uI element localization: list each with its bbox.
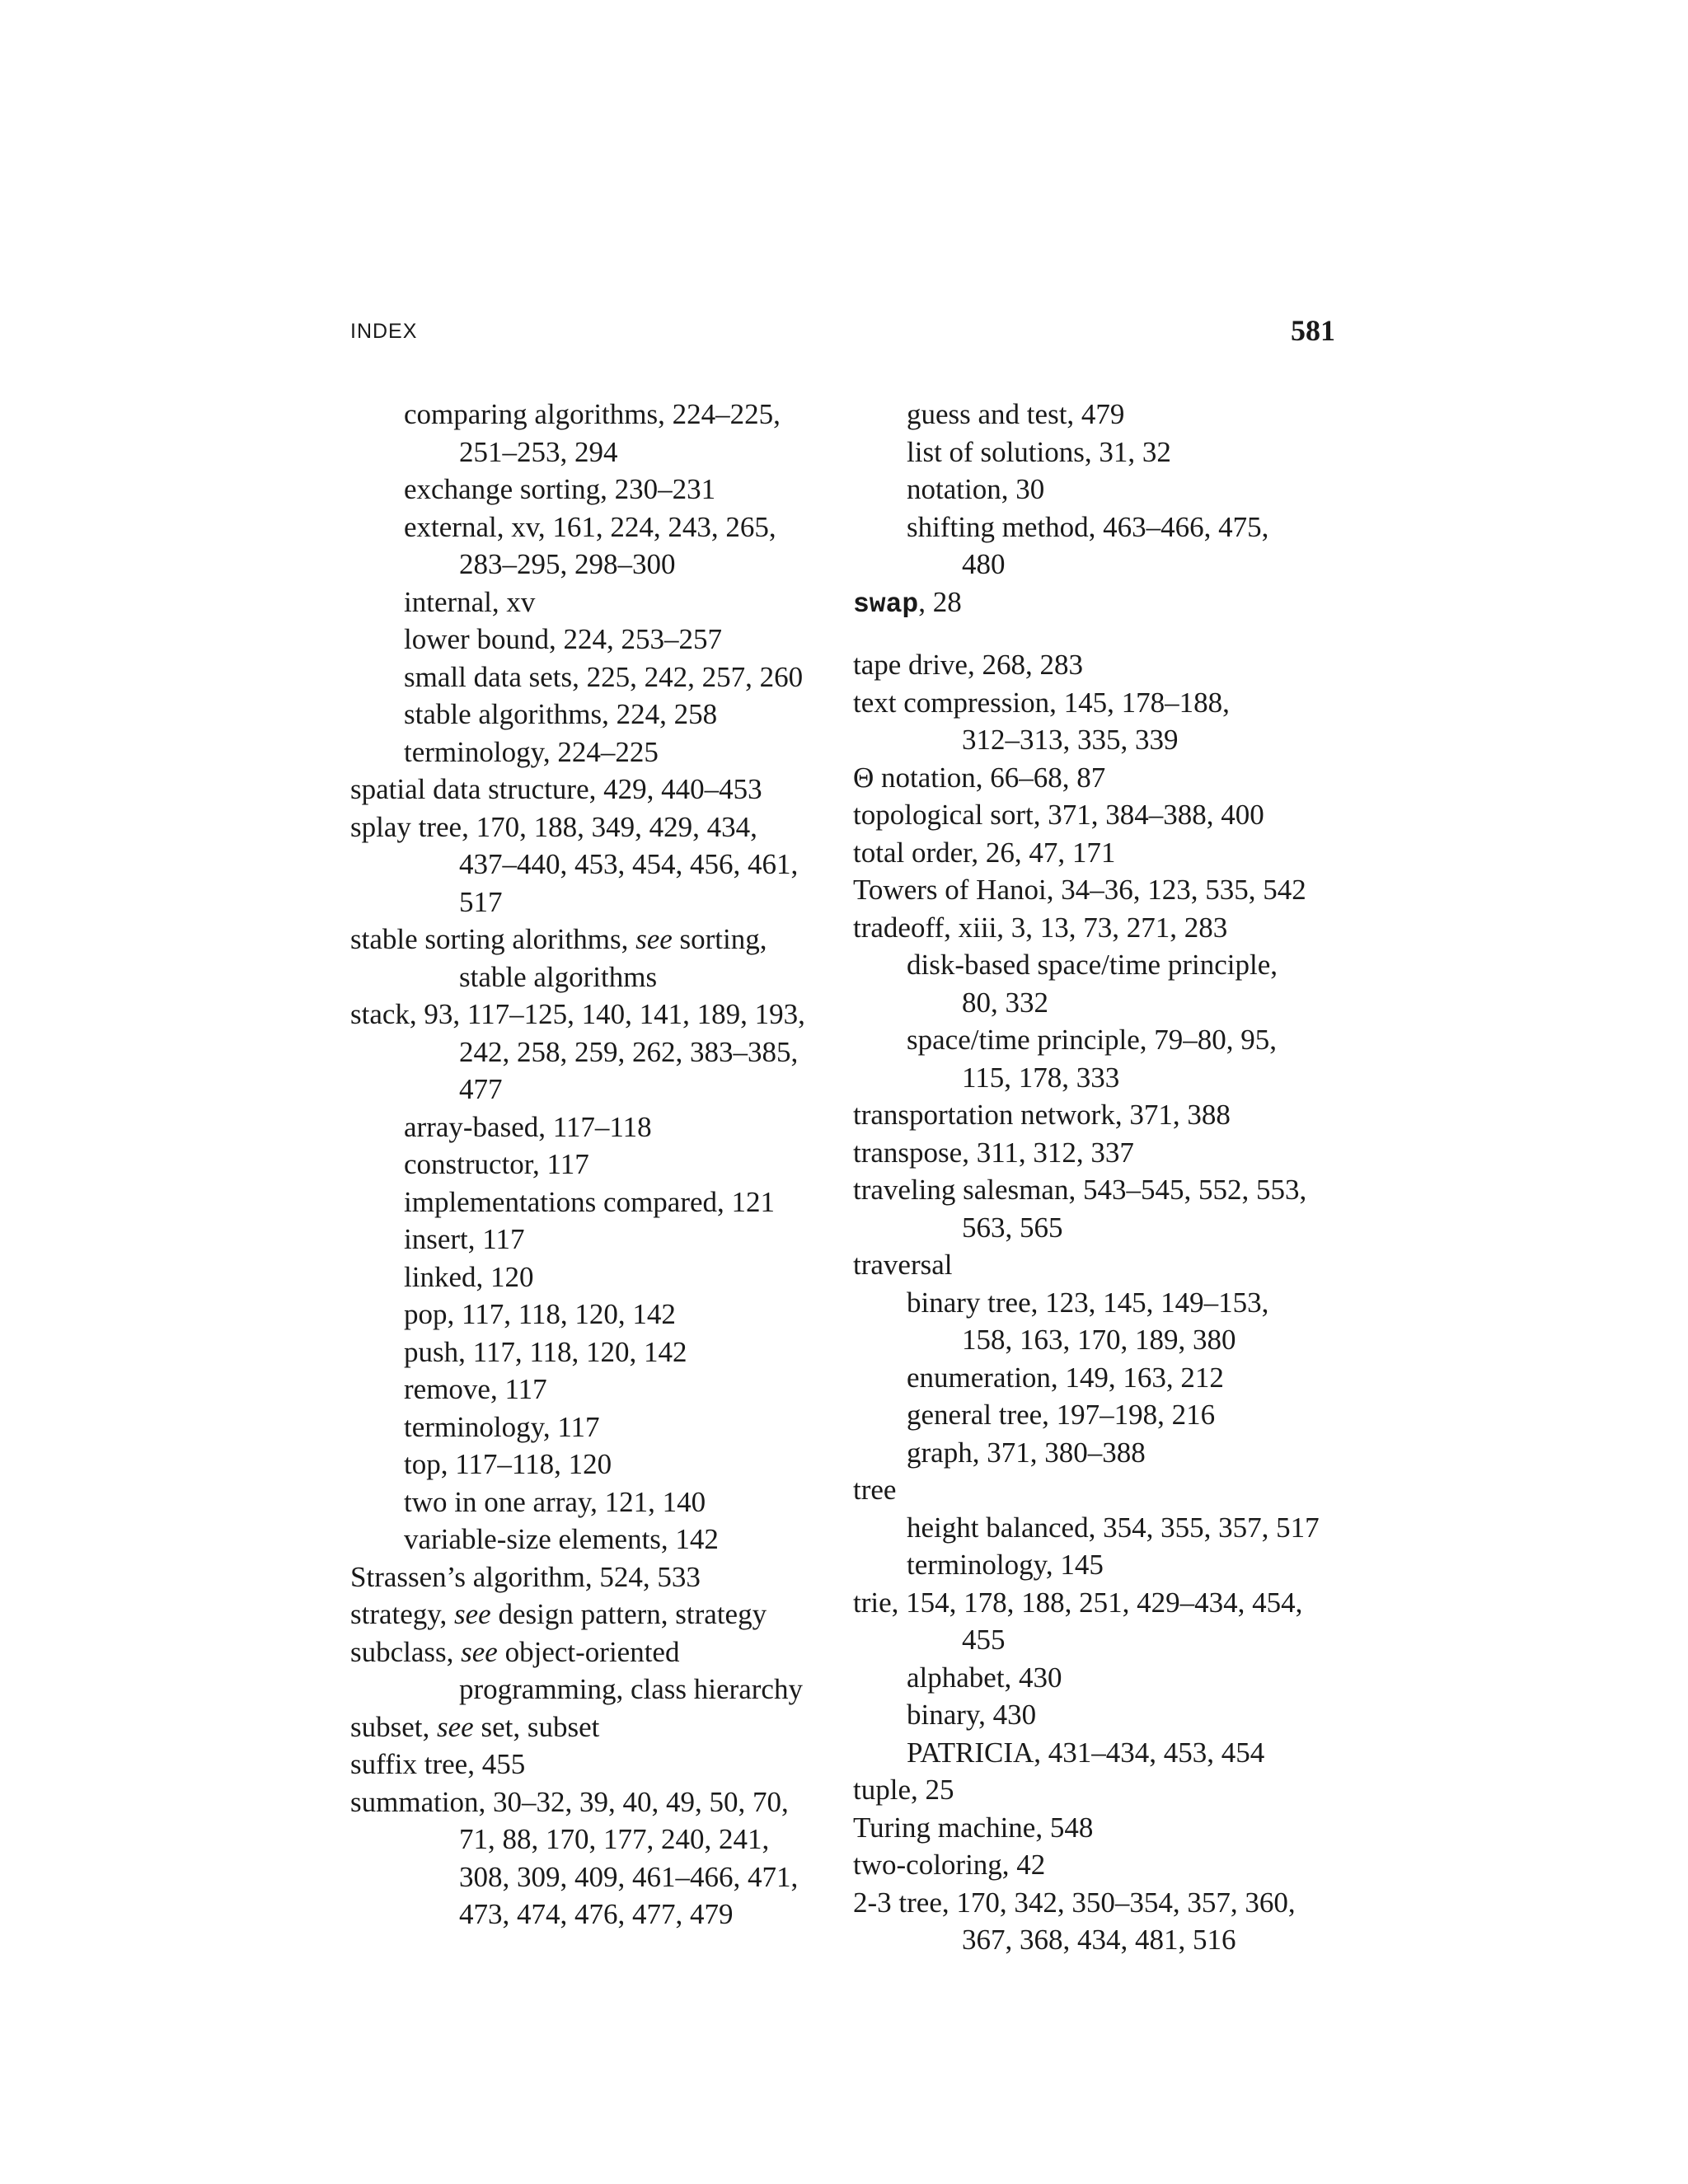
index-continuation: 251–253, 294 (459, 435, 618, 468)
page-number: 581 (1291, 314, 1335, 347)
index-entry: 2-3 tree, 170, 342, 350–354, 357, 360, (853, 1886, 1296, 1919)
index-subentry: alphabet, 430 (907, 1661, 1062, 1694)
index-subentry: linked, 120 (404, 1260, 534, 1293)
index-subentry: general tree, 197–198, 216 (907, 1399, 1216, 1431)
index-continuation: 308, 309, 409, 461–466, 471, (459, 1860, 799, 1893)
index-subentry: top, 117–118, 120 (404, 1448, 612, 1480)
index-subentry: disk-based space/time principle, (907, 949, 1278, 981)
index-subentry: array-based, 117–118 (404, 1110, 652, 1143)
index-entry: summation, 30–32, 39, 40, 49, 50, 70, (350, 1785, 789, 1818)
index-entry: splay tree, 170, 188, 349, 429, 434, (350, 810, 757, 843)
index-entry: Strassen’s algorithm, 524, 533 (350, 1560, 701, 1593)
index-entry: total order, 26, 47, 171 (853, 836, 1116, 869)
index-continuation: 367, 368, 434, 481, 516 (962, 1924, 1236, 1956)
index-continuation: 312–313, 335, 339 (962, 724, 1179, 756)
index-subentry: internal, xv (404, 585, 536, 618)
running-head: INDEX (350, 320, 418, 343)
index-entry: text compression, 145, 178–188, (853, 686, 1230, 719)
index-continuation: 473, 474, 476, 477, 479 (459, 1898, 734, 1930)
index-subentry: pop, 117, 118, 120, 142 (404, 1298, 676, 1330)
index-entry: tuple, 25 (853, 1774, 954, 1806)
index-entry: Turing machine, 548 (853, 1811, 1094, 1844)
index-continuation: 480 (962, 548, 1006, 580)
index-subentry: implementations compared, 121 (404, 1185, 776, 1218)
index-entry: tradeoff, xiii, 3, 13, 73, 271, 283 (853, 911, 1228, 944)
index-continuation: 563, 565 (962, 1211, 1063, 1244)
see-reference: see (437, 1710, 474, 1743)
index-continuation: 283–295, 298–300 (459, 548, 676, 580)
index-entry: tree (853, 1474, 897, 1506)
index-continuation: 517 (459, 885, 503, 918)
index-subentry: notation, 30 (907, 473, 1045, 505)
index-entry: traveling salesman, 543–545, 552, 553, (853, 1174, 1307, 1206)
index-continuation: 158, 163, 170, 189, 380 (962, 1324, 1236, 1356)
index-subentry: exchange sorting, 230–231 (404, 473, 716, 505)
index-subentry: binary tree, 123, 145, 149–153, (907, 1286, 1269, 1319)
index-subentry: small data sets, 225, 242, 257, 260 (404, 660, 804, 693)
index-entry: stable sorting alorithms, see sorting, (350, 923, 767, 955)
index-entry: transportation network, 371, 388 (853, 1099, 1231, 1131)
index-subentry: terminology, 224–225 (404, 735, 659, 768)
index-continuation: 80, 332 (962, 986, 1048, 1019)
index-continuation: programming, class hierarchy (459, 1673, 803, 1705)
index-entry: swap, 28 (853, 585, 962, 620)
see-reference: see (461, 1635, 498, 1668)
index-subentry: push, 117, 118, 120, 142 (404, 1335, 687, 1368)
index-subentry: PATRICIA, 431–434, 453, 454 (907, 1736, 1265, 1769)
index-entry: two-coloring, 42 (853, 1849, 1046, 1881)
index-continuation: 437–440, 453, 454, 456, 461, (459, 848, 799, 880)
index-subentry: comparing algorithms, 224–225, (404, 398, 781, 430)
index-subentry: list of solutions, 31, 32 (907, 435, 1171, 468)
index-entry: trie, 154, 178, 188, 251, 429–434, 454, (853, 1586, 1303, 1619)
index-subentry: height balanced, 354, 355, 357, 517 (907, 1511, 1320, 1544)
index-entry: strategy, see design pattern, strategy (350, 1598, 767, 1630)
index-subentry: enumeration, 149, 163, 212 (907, 1361, 1224, 1394)
index-column-left (350, 396, 878, 1933)
index-continuation: stable algorithms (459, 960, 658, 993)
index-continuation: 455 (962, 1624, 1006, 1656)
index-continuation: 242, 258, 259, 262, 383–385, (459, 1035, 799, 1068)
index-subentry: constructor, 117 (404, 1148, 589, 1180)
index-continuation: 115, 178, 333 (962, 1061, 1120, 1094)
index-continuation: 71, 88, 170, 177, 240, 241, (459, 1823, 770, 1855)
index-subentry: guess and test, 479 (907, 398, 1125, 430)
index-subentry: shifting method, 463–466, 475, (907, 510, 1269, 543)
index-column-right (853, 396, 1364, 1959)
see-reference: see (454, 1598, 491, 1630)
index-subentry: variable-size elements, 142 (404, 1523, 719, 1555)
index-entry: tape drive, 268, 283 (853, 649, 1083, 681)
code-term: swap (853, 588, 919, 620)
see-reference: see (635, 923, 673, 955)
index-subentry: two in one array, 121, 140 (404, 1485, 706, 1518)
index-subentry: space/time principle, 79–80, 95, (907, 1024, 1278, 1056)
index-subentry: graph, 371, 380–388 (907, 1436, 1146, 1469)
index-entry: subset, see set, subset (350, 1710, 600, 1743)
index-entry: topological sort, 371, 384–388, 400 (853, 799, 1264, 831)
index-subentry: lower bound, 224, 253–257 (404, 623, 722, 655)
index-continuation: 477 (459, 1073, 503, 1105)
index-entry: traversal (853, 1249, 953, 1281)
index-entry: transpose, 311, 312, 337 (853, 1136, 1134, 1169)
index-entry: stack, 93, 117–125, 140, 141, 189, 193, (350, 998, 805, 1030)
index-subentry: stable algorithms, 224, 258 (404, 698, 718, 730)
index-entry: Θ notation, 66–68, 87 (853, 761, 1106, 794)
index-subentry: terminology, 145 (907, 1549, 1104, 1581)
letter-group-gap (853, 623, 1364, 646)
index-subentry: terminology, 117 (404, 1410, 600, 1443)
index-subentry: insert, 117 (404, 1223, 525, 1255)
index-entry: spatial data structure, 429, 440–453 (350, 773, 762, 805)
index-entry: suffix tree, 455 (350, 1748, 526, 1780)
index-entry: Towers of Hanoi, 34–36, 123, 535, 542 (853, 874, 1306, 906)
index-subentry: external, xv, 161, 224, 243, 265, (404, 510, 776, 543)
index-subentry: remove, 117 (404, 1373, 547, 1405)
index-entry: subclass, see object-oriented (350, 1635, 680, 1668)
index-subentry: binary, 430 (907, 1699, 1037, 1731)
